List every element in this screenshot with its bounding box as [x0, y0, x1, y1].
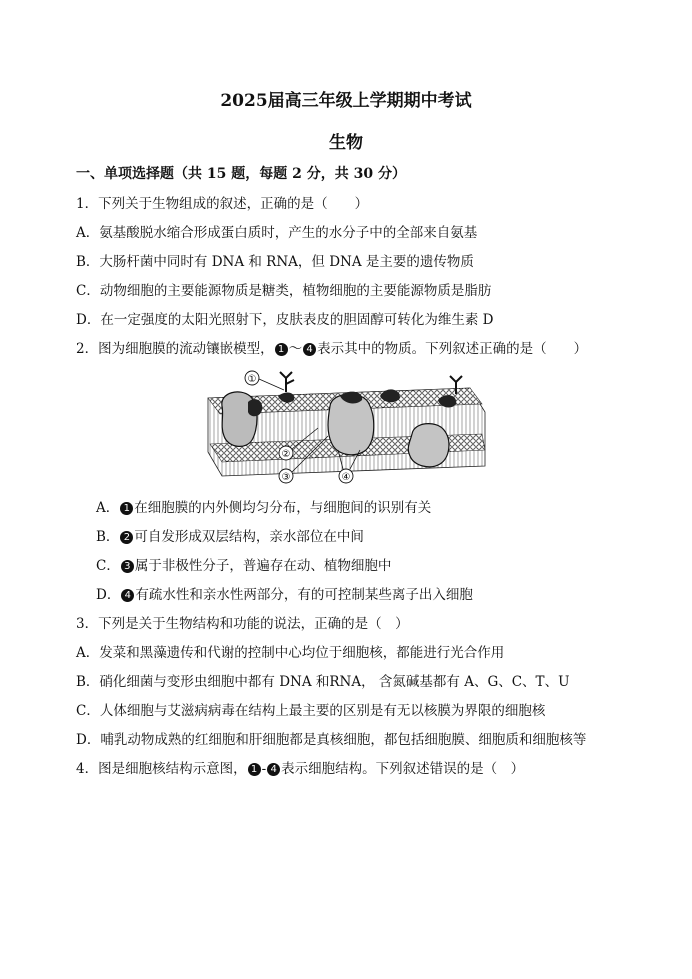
q1-option-b: B．大肠杆菌中同时有 DNA 和 RNA，但 DNA 是主要的遗传物质 — [76, 254, 474, 270]
q2-stem-part-a: 2．图为细胞膜的流动镶嵌模型， — [76, 341, 274, 357]
question-4-stem — [76, 760, 524, 778]
q1-option-a: A．氨基酸脱水缩合形成蛋白质时，产生的水分子中的全部来自氨基 — [76, 225, 478, 241]
q4-stem-part-a: 4．图是细胞核结构示意图， — [76, 761, 247, 777]
q3-option-c: C．人体细胞与艾滋病病毒在结构上最主要的区别是有无以核膜为界限的细胞核 — [76, 703, 546, 719]
q4-stem-part-b: - — [261, 761, 267, 777]
q2-stem-part-b: ～ — [288, 341, 303, 357]
q2-option-a — [96, 499, 431, 517]
q3-option-a: A．发菜和黑藻遗传和代谢的控制中心均位于细胞核，都能进行光合作用 — [76, 645, 505, 661]
q2-option-c — [96, 557, 391, 575]
q3-option-d: D．哺乳动物成熟的红细胞和肝细胞都是真核细胞，都包括细胞膜、细胞质和细胞核等 — [76, 732, 587, 748]
figure-label-3: ③ — [281, 472, 291, 483]
option-text: 有疏水性和亲水性两部分，有的可控制某些离子出入细胞 — [135, 587, 473, 603]
circled-number: 1 — [248, 763, 261, 776]
option-text: 在细胞膜的内外侧均匀分布，与细胞间的识别有关 — [134, 500, 432, 516]
leader-line — [259, 379, 284, 390]
q4-stem-part-c: 表示细胞结构。下列叙述错误的是（ ） — [281, 761, 525, 777]
circled-number: 3 — [121, 560, 134, 573]
q1-option-c: C．动物细胞的主要能源物质是糖类，植物细胞的主要能源物质是脂肪 — [76, 283, 492, 299]
option-text: 可自发形成双层结构，亲水部位在中间 — [134, 529, 364, 545]
section-heading: 一、单项选择题（共 15 题，每题 2 分，共 30 分） — [76, 166, 406, 182]
q2-stem-part-c: 表示其中的物质。下列叙述正确的是（ ） — [317, 341, 588, 357]
question-3-stem: 3．下列是关于生物结构和功能的说法，正确的是（ ） — [76, 616, 409, 632]
option-letter: C． — [96, 558, 120, 574]
circled-number: 1 — [120, 502, 133, 515]
membrane-protein — [408, 424, 449, 467]
circled-number: 4 — [267, 763, 280, 776]
q1-option-d: D．在一定强度的太阳光照射下，皮肤表皮的胆固醇可转化为维生素 D — [76, 312, 494, 328]
q2-option-b — [96, 528, 364, 546]
question-1-stem: 1．下列关于生物组成的叙述，正确的是（ ） — [76, 196, 369, 212]
cell-membrane-figure — [200, 366, 490, 484]
question-2-stem — [76, 340, 587, 358]
q3-option-b: B．硝化细菌与变形虫细胞中都有 DNA 和RNA， 含氮碱基都有 A、G、C、T、U — [76, 674, 570, 690]
option-text: 属于非极性分子，普遍存在动、植物细胞中 — [134, 558, 392, 574]
figure-label-2: ② — [281, 449, 291, 460]
option-letter: D． — [96, 587, 121, 603]
figure-label-1: ① — [247, 374, 257, 385]
option-letter: B． — [96, 529, 120, 545]
circled-number: 1 — [275, 343, 288, 356]
figure-label-4: ④ — [341, 472, 351, 483]
subject-title: 生物 — [329, 133, 363, 153]
q2-option-d — [96, 586, 473, 604]
circled-number: 4 — [303, 343, 316, 356]
circled-number: 2 — [120, 531, 133, 544]
circled-number: 4 — [121, 589, 134, 602]
exam-title: 2025届高三年级上学期期中考试 — [220, 91, 472, 111]
option-letter: A． — [96, 500, 120, 516]
